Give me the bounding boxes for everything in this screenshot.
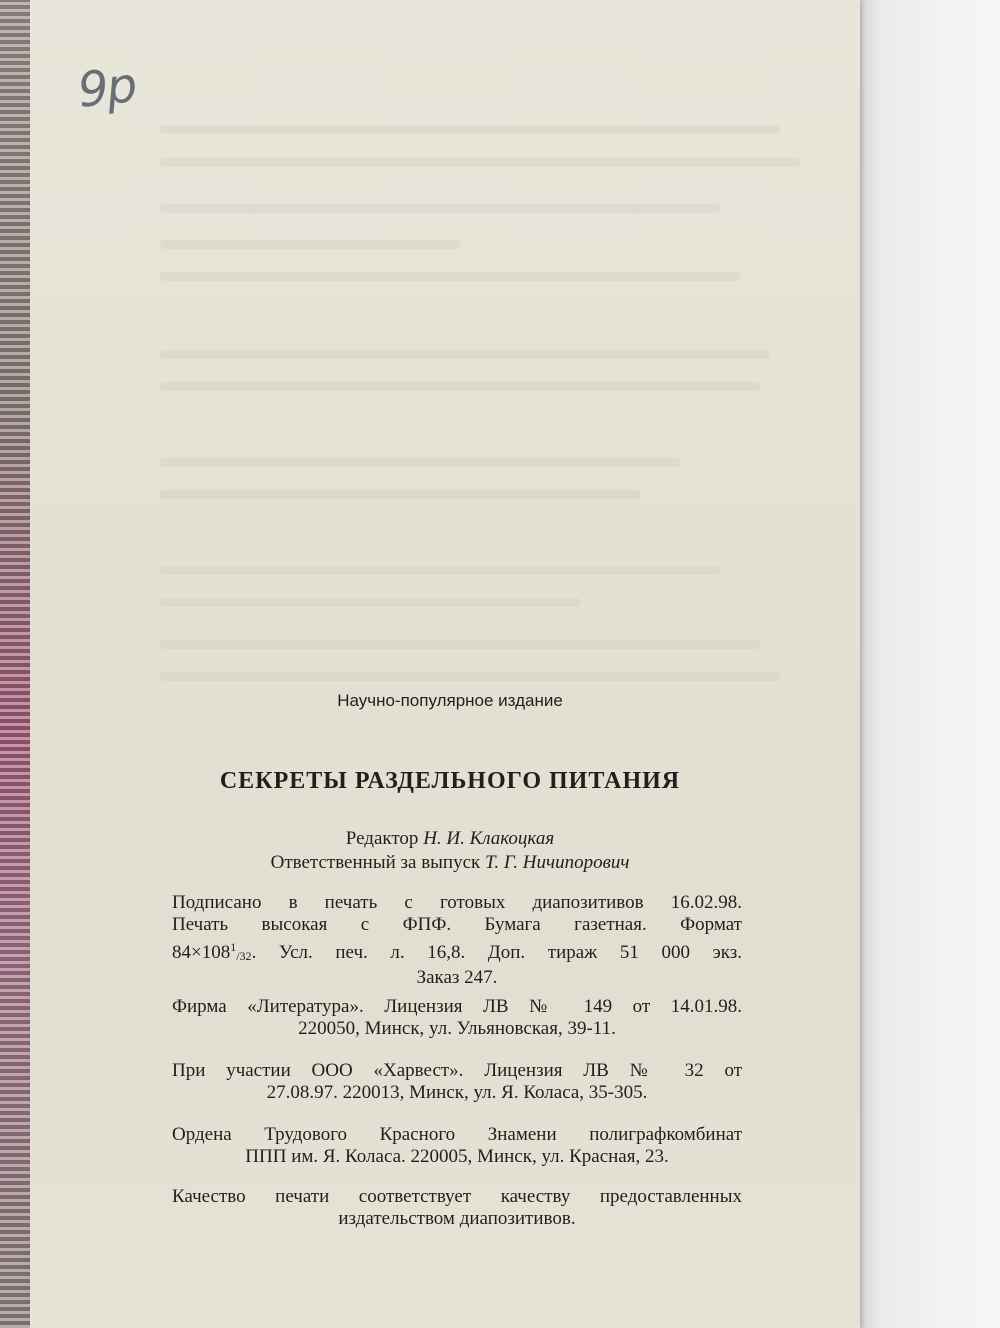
- show-through-line: [160, 490, 640, 499]
- publisher-address: 220050, Минск, ул. Ульяновская, 39-11.: [298, 1018, 616, 1039]
- handwritten-note: 9р: [75, 57, 138, 119]
- editor-credit: [100, 828, 800, 850]
- participation-line: При участии ООО «Харвест». Лицензия ЛВ № 32 от: [172, 1060, 742, 1081]
- editor-label: Редактор: [345, 828, 419, 849]
- show-through-line: [160, 672, 780, 681]
- responsible-label: Ответственный за выпуск: [270, 852, 481, 873]
- book-title: СЕКРЕТЫ РАЗДЕЛЬНОГО ПИТАНИЯ: [219, 768, 681, 794]
- show-through-line: [160, 158, 800, 167]
- print-info-block: [172, 892, 742, 989]
- show-through-line: [160, 640, 760, 649]
- show-through-line: [160, 125, 780, 134]
- print-info-line: Печать высокая с ФПФ. Бумага газетная. Формат: [172, 914, 742, 935]
- printer-line: Ордена Трудового Красного Знамени полиграфкомбинат: [172, 1124, 742, 1145]
- quality-line: издательством диапозитивов.: [338, 1208, 576, 1229]
- quality-block: [172, 1186, 742, 1230]
- printer-block: [172, 1124, 742, 1168]
- show-through-line: [160, 598, 580, 607]
- show-through-line: [160, 350, 770, 359]
- publisher-line: Фирма «Литература». Лицензия ЛВ № 149 от 14.01.98.: [172, 996, 742, 1017]
- responsible-credit: [100, 852, 800, 874]
- show-through-line: [160, 272, 740, 281]
- format-subscript: /32: [236, 949, 252, 963]
- order-number: Заказ 247.: [416, 967, 498, 988]
- show-through-line: [160, 382, 760, 391]
- printer-address: ППП им. Я. Коласа. 220005, Минск, ул. Красная, 23.: [245, 1146, 669, 1167]
- format-superscript: 1: [230, 940, 237, 954]
- show-through-line: [160, 204, 720, 213]
- print-info-rest: . Усл. печ. л. 16,8. Доп. тираж 51 000 экз.: [251, 942, 742, 963]
- publisher-block: [172, 996, 742, 1040]
- show-through-line: [160, 458, 680, 467]
- participation-block: [172, 1060, 742, 1104]
- show-through-line: [160, 566, 720, 575]
- editor-name: Н. И. Клакоцкая: [423, 828, 555, 849]
- responsible-name: Т. Г. Ничипорович: [485, 852, 630, 873]
- print-info-line: [172, 936, 742, 967]
- format-value: 84×108: [172, 942, 231, 963]
- quality-line: Качество печати соответствует качеству предоставленных: [172, 1186, 742, 1207]
- next-page-edge: [852, 0, 1000, 1328]
- edition-genre: Научно-популярное издание: [337, 691, 563, 710]
- print-info-line: Подписано в печать с готовых диапозитивов 16.02.98.: [172, 892, 742, 913]
- participation-address: 27.08.97. 220013, Минск, ул. Я. Коласа, 35-305.: [266, 1082, 648, 1103]
- show-through-line: [160, 240, 460, 249]
